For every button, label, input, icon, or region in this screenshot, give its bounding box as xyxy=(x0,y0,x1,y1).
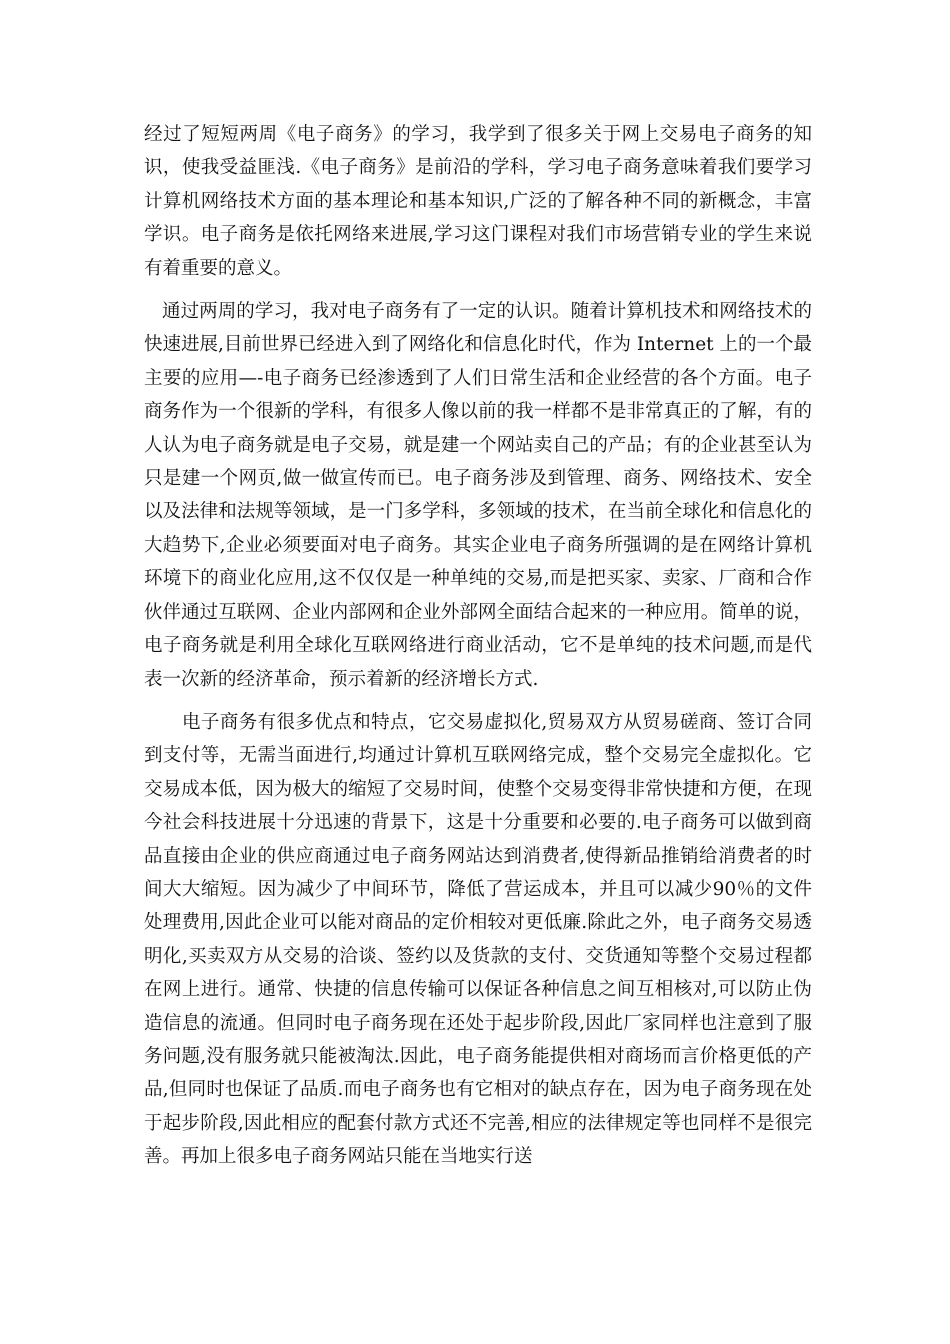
paragraph-2: 通过两周的学习，我对电子商务有了一定的认识。随着计算机技术和网络技术的快速进展,目前世界已经进入到了网络化和信息化时代，作为 Internet 上的一个最主要的应用—-电子商务已经渗透到了人们日常生活和企业经营的各个方面。电子商务作为一个很新的学科，有很多人像以前的我一样都不是非常真正的了解，有的人认为电子商务就是电子交易，就是建一个网站卖自己的产品；有的企业甚至认为只是建一个网页,做一做宣传而已。电子商务涉及到管理、商务、网络技术、安全以及法律和法规等领域，是一门多学科，多领域的技术，在当前全球化和信息化的大趋势下,企业必须要面对电子商务。其实企业电子商务所强调的是在网络计算机环境下的商业化应用,这不仅仅是一种单纯的交易,而是把买家、卖家、厂商和合作伙伴通过互联网、企业内部网和企业外部网全面结合起来的一种应用。简单的说，电子商务就是利用全球化互联网络进行商业活动，它不是单纯的技术问题,而是代表一次新的经济革命，预示着新的经济增长方式. xyxy=(144,301,812,690)
paragraph-3: 电子商务有很多优点和特点，它交易虚拟化,贸易双方从贸易磋商、签订合同到支付等，无需当面进行,均通过计算机互联网络完成，整个交易完全虚拟化。它交易成本低，因为极大的缩短了交易时间，使整个交易变得非常快捷和方便，在现今社会科技进展十分迅速的背景下，这是十分重要和必要的.电子商务可以做到商品直接由企业的供应商通过电子商务网站达到消费者,使得新品推销给消费者的时间大大缩短。因为减少了中间环节，降低了营运成本，并且可以减少90％的文件处理费用,因此企业可以能对商品的定价相较对更低廉.除此之外，电子商务交易透明化,买卖双方从交易的洽谈、签约以及货款的支付、交货通知等整个交易过程都在网上进行。通常、快捷的信息传输可以保证各种信息之间互相核对,可以防止伪造信息的流通。但同时电子商务现在还处于起步阶段,因此厂家同样也注意到了服务问题,没有服务就只能被淘汰.因此，电子商务能提供相对商场而言价格更低的产品,但同时也保证了品质.而电子商务也有它相对的缺点存在，因为电子商务现在处于起步阶段,因此相应的配套付款方式还不完善,相应的法律规定等也同样不是很完善。再加上很多电子商务网站只能在当地实行送 xyxy=(144,711,812,1168)
paragraph-1: 经过了短短两周《电子商务》的学习，我学到了很多关于网上交易电子商务的知识，使我受益匪浅.《电子商务》是前沿的学科，学习电子商务意味着我们要学习计算机网络技术方面的基本理论和基本知识,广泛的了解各种不同的新概念，丰富学识。电子商务是依托网络来进展,学习这门课程对我们市场营销专业的学生来说有着重要的意义。 xyxy=(144,124,812,279)
document-body xyxy=(144,118,812,1174)
